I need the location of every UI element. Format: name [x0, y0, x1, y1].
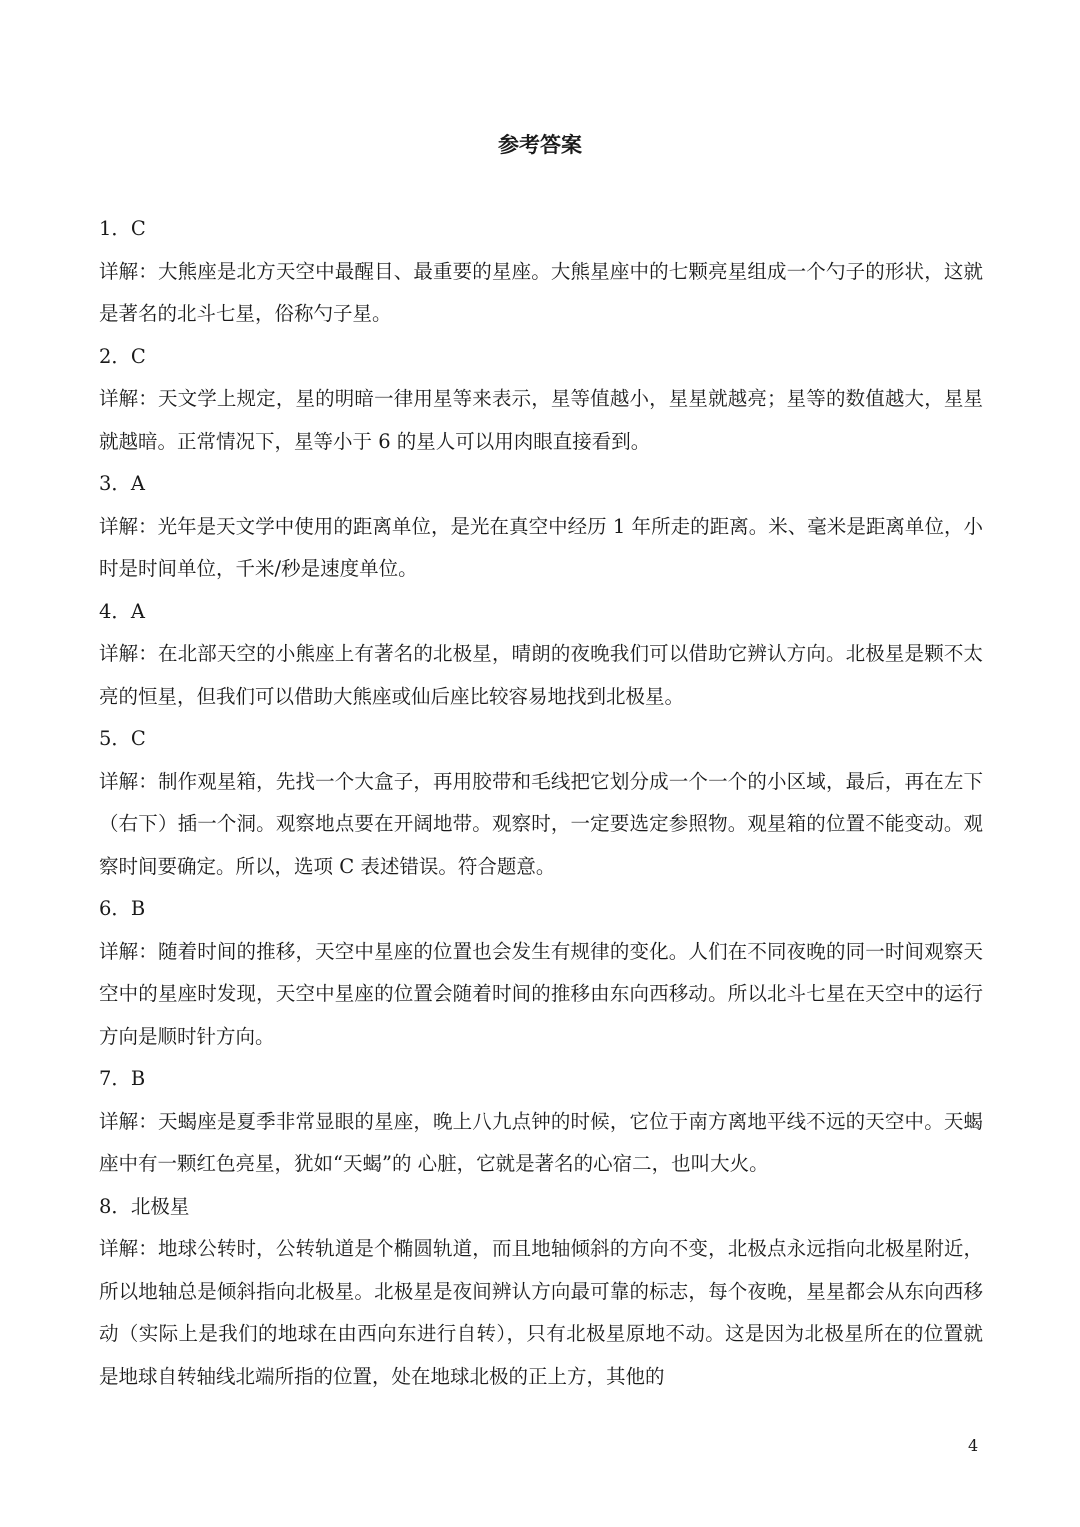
page-number: 4 — [968, 1436, 979, 1455]
explanation-6: 详解：随着时间的推移，天空中星座的位置也会发生有规律的变化。人们在不同夜晚的同一时间观察天空中的星座时发现，天空中星座的位置会随着时间的推移由东向西移动。所以北斗七星在天空中的运行方向是顺时针方向。 — [99, 939, 983, 1048]
explanation-7: 详解：天蝎座是夏季非常显眼的星座，晚上八九点钟的时候，它位于南方离地平线不远的天空中。天蝎座中有一颗红色亮星，犹如“天蝎”的 心脏，它就是著名的心宿二，也叫大火。 — [99, 1109, 983, 1175]
answer-8: 8．北极星 — [99, 1194, 190, 1218]
answer-2: 2．C — [99, 344, 146, 368]
answer-3: 3．A — [99, 472, 145, 495]
explanation-4: 详解：在北部天空的小熊座上有著名的北极星，晴朗的夜晚我们可以借助它辨认方向。北极星是颗不太亮的恒星，但我们可以借助大熊座或仙后座比较容易地找到北极星。 — [99, 642, 983, 708]
answer-5: 5．C — [99, 727, 146, 750]
explanation-8: 详解：地球公转时，公转轨道是个椭圆轨道，而且地轴倾斜的方向不变，北极点永远指向北极星附近，所以地轴总是倾斜指向北极星。北极星是夜间辨认方向最可靠的标志，每个夜晚，星星都会从东向西移动（实际上是我们的地球在由西向东进行自转），只有北极星原地不动。这是因为北极星所在的位置就是地球自转轴线北端所指的位置，处在地球北极的正上方，其他的 — [99, 1237, 983, 1388]
answer-6: 6．B — [99, 897, 146, 920]
explanation-1: 详解：大熊座是北方天空中最醒目、最重要的星座。大熊星座中的七颗亮星组成一个勺子的形状，这就是著名的北斗七星，俗称勺子星。 — [99, 259, 983, 325]
explanation-2: 详解：天文学上规定，星的明暗一律用星等来表示，星等值越小，星星就越亮；星等的数值越大，星星就越暗。正常情况下，星等小于 6 的星人可以用肉眼直接看到。 — [99, 387, 983, 453]
answer-4: 4．A — [99, 599, 145, 623]
explanation-3: 详解：光年是天文学中使用的距离单位，是光在真空中经历 1 年所走的距离。米、毫米是距离单位，小时是时间单位，千米/秒是速度单位。 — [99, 514, 983, 580]
page-title: 参考答案 — [498, 132, 582, 157]
answer-list — [99, 208, 983, 1398]
answer-7: 7．B — [99, 1067, 146, 1090]
explanation-5: 详解：制作观星箱，先找一个大盒子，再用胶带和毛线把它划分成一个一个的小区域，最后，再在左下（右下）插一个洞。观察地点要在开阔地带。观察时，一定要选定参照物。观星箱的位置不能变动。观察时间要确定。所以，选项 C 表述错误。符合题意。 — [99, 769, 983, 878]
answer-1: 1．C — [99, 217, 146, 240]
